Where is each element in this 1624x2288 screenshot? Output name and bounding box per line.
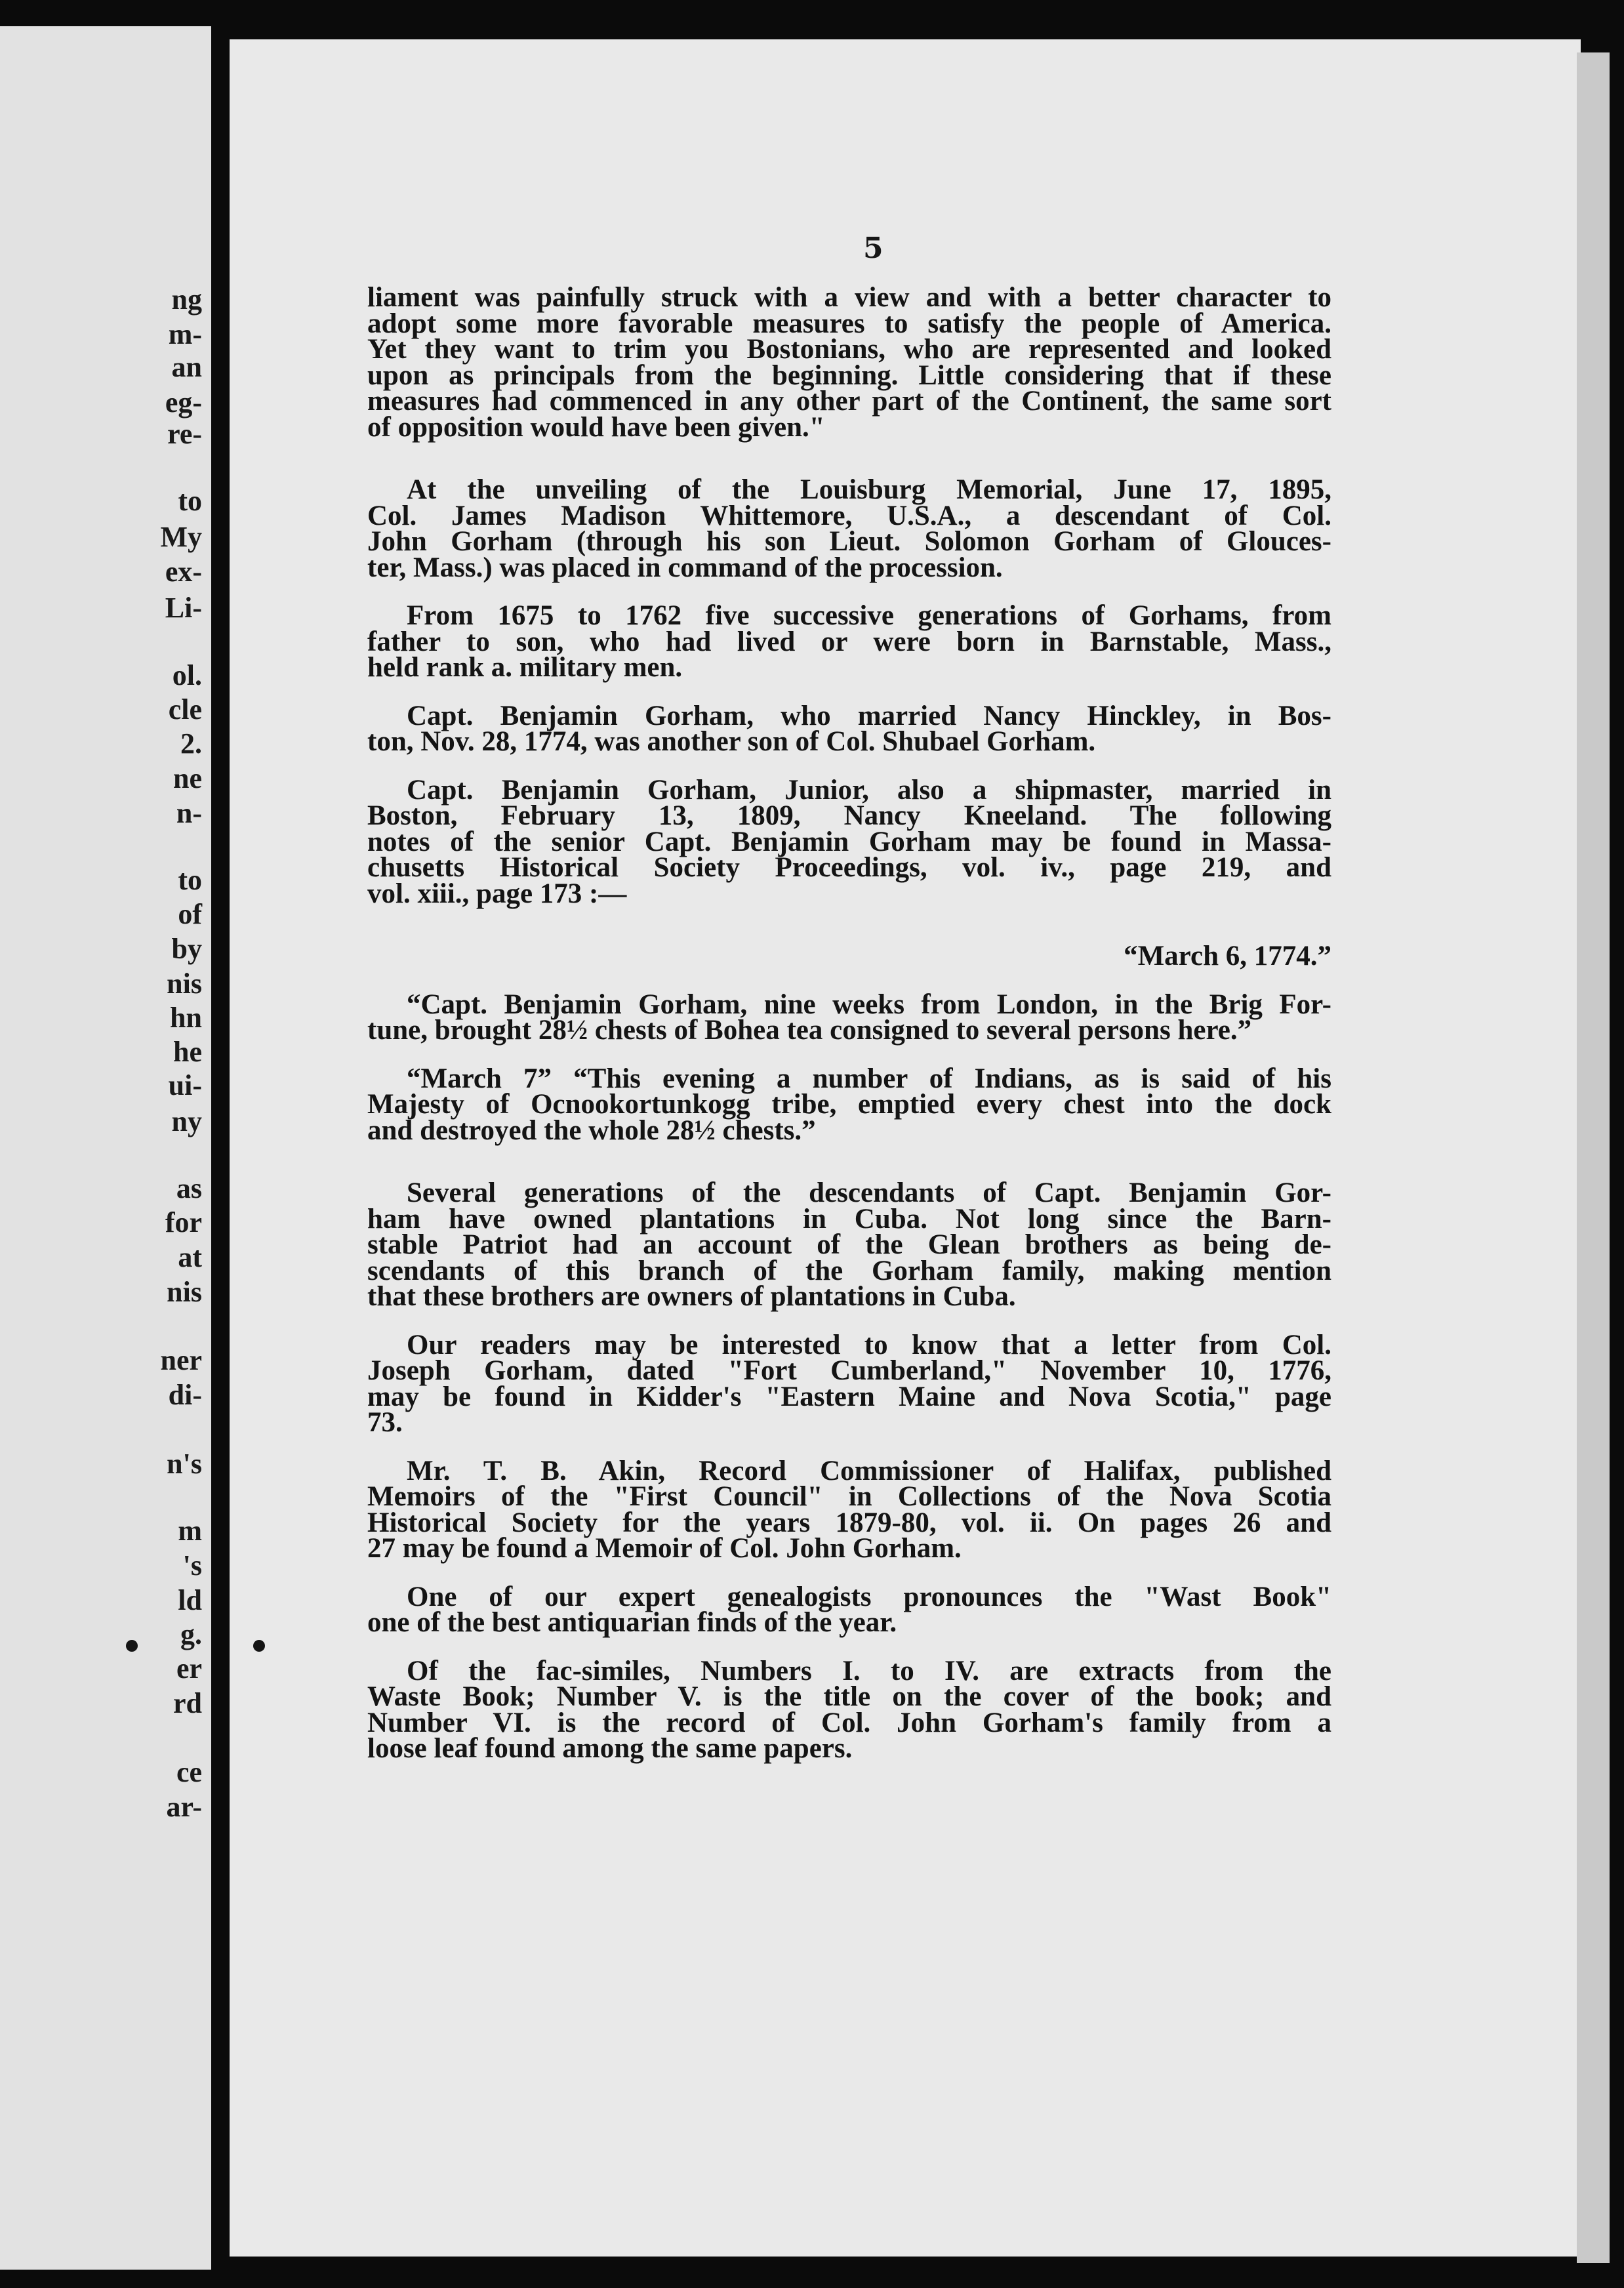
page-number: 5: [863, 232, 883, 265]
left-fragment: 2.: [180, 727, 202, 760]
margin-dot-left: [126, 1640, 138, 1652]
text-line: “March 6, 1774.”: [1124, 941, 1331, 971]
text-line: “March 7” “This evening a number of Indians, as is said of his: [407, 1063, 1331, 1094]
left-fragment: as: [176, 1172, 202, 1204]
left-fragment: 's: [182, 1549, 202, 1582]
left-fragment: re-: [167, 418, 202, 450]
left-fragment: ner: [160, 1344, 202, 1376]
text-line: “Capt. Benjamin Gorham, nine weeks from London, in the Brig For-: [407, 989, 1331, 1020]
paragraph: [367, 1581, 1331, 1638]
paragraph-gap: [367, 681, 1331, 703]
text-line: Number VI. is the record of Col. John Gorham's family from a: [367, 1707, 1331, 1738]
text-line: One of our expert genealogists pronounces the "Wast Book": [407, 1581, 1331, 1612]
text-line: ton, Nov. 28, 1774, was another son of Col. Shubael Gorham.: [367, 726, 1096, 757]
paragraph-gap: [367, 581, 1331, 603]
text-line: of opposition would have been given.": [367, 411, 825, 443]
text-line: and destroyed the whole 28½ chests.”: [367, 1114, 816, 1146]
paragraph: [367, 989, 1331, 1046]
left-fragment: Li-: [165, 592, 202, 624]
text-line: stable Patriot had an account of the Glean brothers as being de-: [367, 1229, 1331, 1260]
left-page-fragments: [0, 26, 211, 2270]
left-fragment: ld: [178, 1584, 202, 1616]
paragraph-gap: [367, 907, 1331, 943]
left-fragment: ce: [176, 1756, 202, 1788]
paragraph: [367, 1655, 1331, 1764]
paragraph: [367, 1177, 1331, 1312]
left-fragment: m-: [168, 318, 202, 350]
left-fragment: ol.: [172, 659, 202, 691]
text-line: notes of the senior Capt. Benjamin Gorham may be found in Massa-: [367, 826, 1331, 857]
left-fragment: er: [176, 1652, 202, 1685]
left-fragment: nis: [167, 968, 202, 1000]
margin-dot-right: [253, 1640, 265, 1652]
text-line: Several generations of the descendants of Capt. Benjamin Gor-: [407, 1177, 1331, 1208]
paragraph-gap: [367, 1436, 1331, 1458]
left-fragment: he: [173, 1036, 202, 1068]
text-line: scendants of this branch of the Gorham family, making mention: [367, 1255, 1331, 1286]
text-line: Memoirs of the "First Council" in Collections of the Nova Scotia: [367, 1481, 1331, 1512]
text-line: From 1675 to 1762 five successive generations of Gorhams, from: [407, 600, 1331, 631]
text-line: John Gorham (through his son Lieut. Solomon Gorham of Glouces-: [367, 526, 1331, 557]
text-line: father to son, who had lived or were born in Barnstable, Mass.,: [367, 626, 1331, 657]
left-fragment: ne: [173, 762, 202, 794]
text-line: Waste Book; Number V. is the title on the cover of the book; and: [367, 1681, 1331, 1712]
paragraph: [367, 1329, 1331, 1438]
left-fragment: for: [165, 1206, 202, 1238]
text-line: 27 may be found a Memoir of Col. John Gorham.: [367, 1533, 962, 1564]
paragraph-gap: [367, 755, 1331, 777]
paragraph: [367, 1063, 1331, 1146]
left-fragment: g.: [180, 1618, 202, 1650]
text-line: measures had commenced in any other part of the Continent, the same sort: [367, 386, 1331, 417]
text-line: one of the best antiquarian finds of the year.: [367, 1607, 897, 1638]
left-fragment: to: [178, 485, 202, 517]
left-fragment: eg-: [165, 386, 202, 419]
left-fragment: n's: [167, 1448, 202, 1480]
paragraph: [367, 600, 1331, 683]
text-line: Yet they want to trim you Bostonians, who are represented and looked: [367, 334, 1331, 365]
paragraph-gap: [367, 1044, 1331, 1066]
paragraph-gap: [367, 1636, 1331, 1658]
text-line: may be found in Kidder's "Eastern Maine and Nova Scotia," page: [367, 1381, 1331, 1412]
paragraph-gap: [367, 1310, 1331, 1332]
text-line: that these brothers are owners of plantations in Cuba.: [367, 1281, 1016, 1312]
text-line: upon as principals from the beginning. Little considering that if these: [367, 359, 1331, 391]
paragraph: [367, 1455, 1331, 1564]
text-line: ter, Mass.) was placed in command of the procession.: [367, 552, 1003, 583]
text-line: liament was painfully struck with a view and with a better character to: [367, 282, 1331, 313]
left-fragment: by: [171, 933, 202, 965]
left-fragment: ui-: [168, 1069, 202, 1101]
paragraph: [367, 700, 1331, 757]
text-line: Capt. Benjamin Gorham, Junior, also a shipmaster, married in: [407, 774, 1331, 806]
left-fragment: m: [178, 1515, 202, 1547]
left-fragment: cle: [168, 693, 202, 725]
text-line: chusetts Historical Society Proceedings, vol. iv., page 219, and: [367, 852, 1331, 883]
left-fragment: ng: [171, 283, 202, 316]
left-fragment: ex-: [165, 556, 202, 588]
left-fragment: di-: [168, 1379, 202, 1411]
left-fragment: an: [171, 351, 202, 383]
paragraph: [367, 282, 1331, 443]
text-line: Of the fac-similes, Numbers I. to IV. are extracts from the: [407, 1655, 1331, 1686]
text-line: Col. James Madison Whittemore, U.S.A., a descendant of Col.: [367, 500, 1331, 531]
text-line: Majesty of Ocnookortunkogg tribe, emptied every chest into the dock: [367, 1089, 1331, 1120]
paragraph-gap: [367, 440, 1331, 477]
paragraph-gap: [367, 1562, 1331, 1584]
paragraph-gap: [367, 970, 1331, 992]
left-fragment: ny: [171, 1105, 202, 1137]
paragraph: [367, 774, 1331, 909]
left-page-edge: [0, 26, 211, 2270]
left-fragment: ar-: [166, 1791, 202, 1823]
text-line: ham have owned plantations in Cuba. Not long since the Barn-: [367, 1203, 1331, 1235]
text-line: tune, brought 28½ chests of Bohea tea consigned to several persons here.”: [367, 1015, 1252, 1046]
left-fragment: nis: [167, 1276, 202, 1308]
left-fragment: My: [160, 521, 202, 553]
text-line: Our readers may be interested to know that a letter from Col.: [407, 1329, 1331, 1360]
text-line: Capt. Benjamin Gorham, who married Nancy Hinckley, in Bos-: [407, 700, 1331, 731]
text-line: Mr. T. B. Akin, Record Commissioner of Halifax, published: [407, 1455, 1331, 1486]
left-fragment: at: [178, 1241, 202, 1273]
left-fragment: n-: [176, 797, 202, 829]
paragraph-gap: [367, 1143, 1331, 1180]
paragraph: [367, 474, 1331, 583]
text-line: Historical Society for the years 1879-80, vol. ii. On pages 26 and: [367, 1507, 1331, 1538]
text-line: Boston, February 13, 1809, Nancy Kneeland. The following: [367, 800, 1331, 831]
text-line: 73.: [367, 1407, 403, 1438]
left-fragment: rd: [173, 1687, 202, 1719]
text-line: adopt some more favorable measures to satisfy the people of America.: [367, 308, 1331, 339]
page-edge-right: [1577, 52, 1610, 2263]
text-line: Joseph Gorham, dated "Fort Cumberland," November 10, 1776,: [367, 1355, 1331, 1386]
left-fragment: to: [178, 864, 202, 896]
body-text: [367, 282, 1331, 1764]
left-fragment: hn: [170, 1002, 202, 1034]
paragraph: [367, 943, 1331, 970]
text-line: held rank a. military men.: [367, 652, 683, 683]
left-fragment: of: [178, 898, 202, 930]
text-line: At the unveiling of the Louisburg Memorial, June 17, 1895,: [407, 474, 1331, 505]
text-line: loose leaf found among the same papers.: [367, 1733, 853, 1764]
text-line: vol. xiii., page 173 :—: [367, 878, 627, 909]
